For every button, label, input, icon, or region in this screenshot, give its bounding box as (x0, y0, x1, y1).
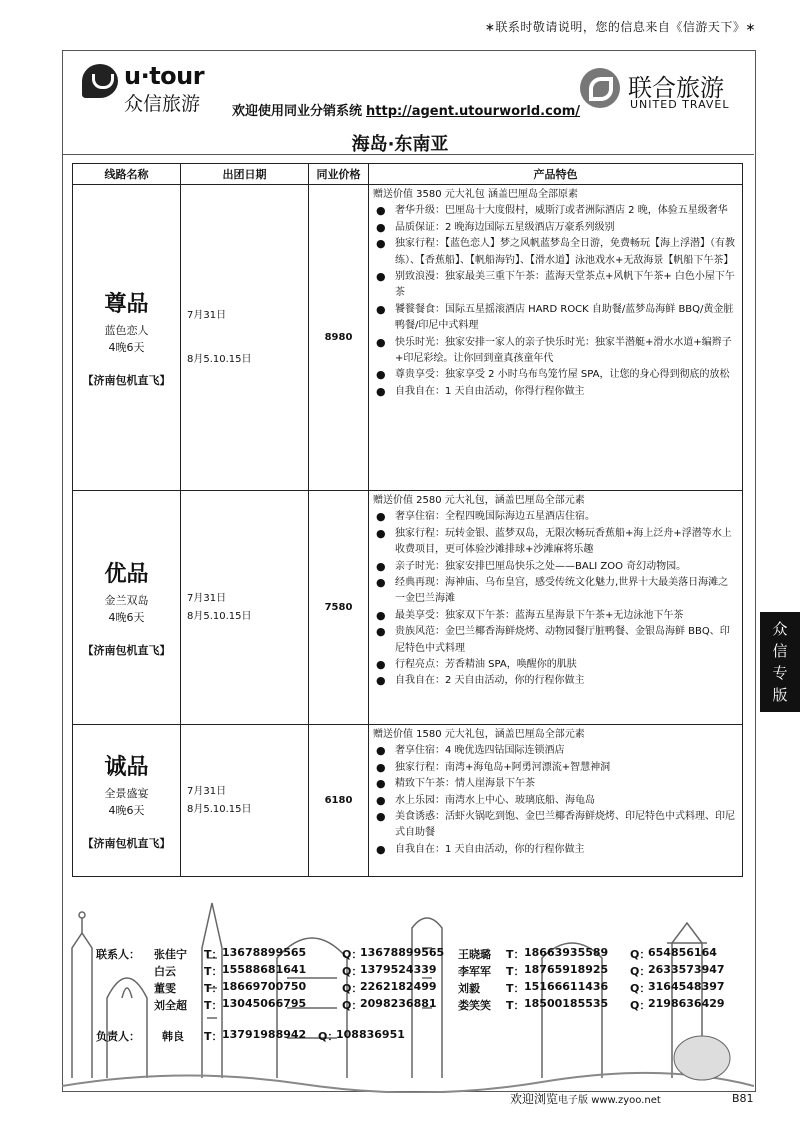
contact-phone: 13045066795 (222, 997, 307, 1010)
q-label: Q： (318, 1030, 339, 1043)
feature-item: ● 自我自在：1 天自由活动，你的行程你做主 (373, 842, 738, 858)
features-cell (369, 185, 743, 491)
feature-item: ● 最美享受：独家双下午茶：蓝海五星海景下午茶+无边泳池下午茶 (373, 608, 738, 624)
price: 8980 (309, 185, 369, 491)
welcome-line (232, 100, 580, 119)
feature-item: ● 品质保证：2 晚海边国际五星级酒店万豪系列级别 (373, 220, 738, 236)
feature-item: ● 奢享住宿：4 晚优选四钻国际连锁酒店 (373, 743, 738, 759)
contact-name: 刘毅 (458, 982, 480, 995)
feature-item: ● 亲子时光：独家安排巴厘岛快乐之处——BALI ZOO 奇幻动物园。 (373, 559, 738, 575)
side-tab-char: 信 (772, 642, 788, 660)
contact-phone: 18765918925 (524, 963, 609, 976)
gift-line: 赠送价值 2580 元大礼包，涵盖巴厘岛全部元素 (373, 495, 585, 506)
united-travel-cn: 联合旅游 (628, 74, 724, 102)
contacts-label: 联系人： (96, 948, 140, 961)
date: 7月31日 (187, 309, 227, 321)
united-travel-logo (580, 66, 750, 116)
contact-qq: 654856164 (648, 946, 717, 959)
q-label: Q： (342, 982, 363, 995)
table-row (73, 491, 743, 725)
contact-qq: 2633573947 (648, 963, 725, 976)
table-row (73, 185, 743, 491)
date: 7月31日 (187, 592, 227, 604)
t-label: T： (204, 999, 223, 1012)
header-price: 同业价格 (309, 164, 369, 185)
footer-text: 欢迎浏览 (510, 1092, 559, 1106)
contact-name: 白云 (154, 965, 176, 978)
side-tab-char: 专 (772, 664, 788, 682)
feature-item: ● 独家行程：玩转金银、蓝梦双岛，无限次畅玩香蕉船+海上泛舟+浮潜等水上收费项目，更可体验沙滩排球+沙滩麻将乐趣 (373, 526, 738, 559)
t-label: T： (506, 982, 525, 995)
flight-note: 【济南包机直飞】 (82, 837, 171, 850)
feature-item: ● 奢华升级：巴厘岛十大度假村，威斯汀或者洲际酒店 2 晚，体验五星级奢华 (373, 203, 738, 219)
q-label: Q： (630, 999, 651, 1012)
dates-cell (181, 491, 309, 725)
gift-line: 赠送价值 1580 元大礼包，涵盖巴厘岛全部元素 (373, 729, 585, 740)
table-row (73, 725, 743, 877)
route-table (72, 163, 743, 877)
t-label: T： (506, 965, 525, 978)
flight-note: 【济南包机直飞】 (82, 374, 171, 387)
feature-item: ● 独家行程：南湾+海龟岛+阿勇河漂流+智慧神洞 (373, 760, 738, 776)
route-days: 4晚6天 (108, 611, 145, 624)
t-label: T： (506, 948, 525, 961)
region-title: 海岛·东南亚 (351, 134, 449, 155)
contact-qq: 2262182499 (360, 980, 437, 993)
contact-name: 娄笑笑 (458, 999, 491, 1012)
footer (510, 1090, 661, 1107)
contact-phone: 15166611436 (524, 980, 609, 993)
feature-item: ● 快乐时光：独家安排一家人的亲子快乐时光：独家半潜艇+滑水水道+编辫子+印尼彩绘。让你回到童真孩童年代 (373, 335, 738, 368)
route-cell (73, 491, 181, 725)
page-number: B81 (732, 1092, 754, 1105)
contact-qq: 2098236881 (360, 997, 437, 1010)
contact-name: 王晓璐 (458, 948, 491, 961)
feature-item: ● 尊贵享受：独家享受 2 小时乌布鸟笼竹屋 SPA，让您的身心得到彻底的放松 (373, 367, 738, 383)
footer-site: 电子版 www.zyoo.net (558, 1095, 661, 1106)
contact-name: 董雯 (154, 982, 176, 995)
q-label: Q： (342, 948, 363, 961)
q-label: Q： (342, 965, 363, 978)
q-label: Q： (630, 965, 651, 978)
q-label: Q： (630, 948, 651, 961)
contact-qq: 1379524339 (360, 963, 437, 976)
gift-line: 赠送价值 3580 元大礼包 涵盖巴厘岛全部原素 (373, 189, 578, 200)
contact-phone: 18663935589 (524, 946, 609, 959)
divider (62, 154, 754, 155)
contact-phone: 13678899565 (222, 946, 307, 959)
route-days: 4晚6天 (108, 341, 145, 354)
feature-item: ● 饕餮餐食：国际五星摇滚酒店 HARD ROCK 自助餐/蓝梦岛海鲜 BBQ/黄金脏鸭餐/印尼中式料理 (373, 302, 738, 335)
contact-name: 李军军 (458, 965, 491, 978)
q-label: Q： (342, 999, 363, 1012)
price: 6180 (309, 725, 369, 877)
date: 8月5.10.15日 (187, 610, 252, 622)
manager-qq: 108836951 (336, 1028, 405, 1041)
route-cell (73, 185, 181, 491)
manager-label: 负责人： (96, 1030, 140, 1043)
route-name: 蓝色恋人 (104, 324, 149, 337)
contact-qq: 2198636429 (648, 997, 725, 1010)
speech-bubble-icon (82, 64, 118, 98)
date: 8月5.10.15日 (187, 803, 252, 815)
manager-name: 韩良 (162, 1030, 184, 1043)
contact-qq: 3164548397 (648, 980, 725, 993)
price: 7580 (309, 491, 369, 725)
t-label: T： (204, 965, 223, 978)
feature-item: ● 自我自在：2 天自由活动，你的行程你做主 (373, 673, 738, 689)
contact-name: 刘全超 (154, 999, 187, 1012)
route-name: 全景盛宴 (104, 787, 149, 800)
date: 7月31日 (187, 785, 227, 797)
feature-item: ● 行程亮点：芳香精油 SPA，唤醒你的肌肤 (373, 657, 738, 673)
t-label: T： (204, 982, 223, 995)
features-cell (369, 725, 743, 877)
utour-logo-en: u·tour (124, 62, 205, 90)
header-dates: 出团日期 (181, 164, 309, 185)
grade: 优品 (104, 562, 149, 587)
feature-item: ● 别致浪漫：独家最美三重下午茶：蓝海天堂茶点+风帆下午茶+ 白色小屋下午茶 (373, 269, 738, 302)
agent-url-link[interactable]: http://agent.utourworld.com/ (366, 104, 581, 119)
t-label: T： (204, 1030, 223, 1043)
source-note: ∗联系时敬请说明，您的信息来自《信游天下》∗ (484, 20, 756, 34)
contact-qq: 13678899565 (360, 946, 445, 959)
contact-phone: 18500185535 (524, 997, 609, 1010)
utour-logo-cn: 众信旅游 (124, 93, 201, 115)
welcome-text: 欢迎使用同业分销系统 (232, 104, 363, 119)
feature-item: ● 水上乐园：南湾水上中心、玻璃底船、海龟岛 (373, 793, 738, 809)
feature-item: ● 贵族风范：金巴兰椰香海鲜烧烤、动物园餐厅脏鸭餐、金银岛海鲜 BBQ、印尼特色中式料理 (373, 624, 738, 657)
route-name: 金兰双岛 (104, 594, 149, 607)
contact-name: 张佳宁 (154, 948, 187, 961)
utour-logo (82, 62, 222, 115)
header-route: 线路名称 (73, 164, 181, 185)
contact-phone: 18669700750 (222, 980, 307, 993)
feature-item: ● 奢享住宿：全程四晚国际海边五星酒店住宿。 (373, 509, 738, 525)
grade: 诚品 (104, 755, 149, 780)
date: 8月5.10.15日 (187, 353, 252, 365)
manager-phone: 13791988942 (222, 1028, 307, 1041)
table-header-row (73, 164, 743, 185)
feature-item: ● 独家行程：【蓝色恋人】梦之风帆蓝梦岛全日游，免费畅玩【海上浮潜】（有教练）、【香蕉船】、【帆船海钓】、【滑水道】泳池戏水+无敌海景【帆船下午茶】 (373, 236, 738, 269)
grade: 尊品 (104, 292, 149, 317)
side-tab (760, 612, 800, 712)
contact-phone: 15588681641 (222, 963, 307, 976)
feature-item: ● 经典再现：海神庙、乌布皇宫，感受传统文化魅力,世界十大最美落日海滩之一金巴兰海滩 (373, 575, 738, 608)
feature-item: ● 自我自在：1 天自由活动，你得行程你做主 (373, 384, 738, 400)
t-label: T： (506, 999, 525, 1012)
flight-note: 【济南包机直飞】 (82, 644, 171, 657)
feature-item: ● 美食诱惑：活虾火锅吃到饱、金巴兰椰香海鲜烧烤、印尼特色中式料理、印尼式自助餐 (373, 809, 738, 842)
united-travel-mark-icon (580, 68, 620, 108)
t-label: T： (204, 948, 223, 961)
side-tab-char: 众 (772, 620, 788, 638)
feature-item: ● 精致下午茶：情人崖海景下午茶 (373, 776, 738, 792)
united-travel-en: UNITED TRAVEL (630, 98, 730, 111)
side-tab-char: 版 (772, 686, 788, 704)
route-cell (73, 725, 181, 877)
dates-cell (181, 725, 309, 877)
features-cell (369, 491, 743, 725)
q-label: Q： (630, 982, 651, 995)
dates-cell (181, 185, 309, 491)
header-features: 产品特色 (369, 164, 743, 185)
route-days: 4晚6天 (108, 804, 145, 817)
